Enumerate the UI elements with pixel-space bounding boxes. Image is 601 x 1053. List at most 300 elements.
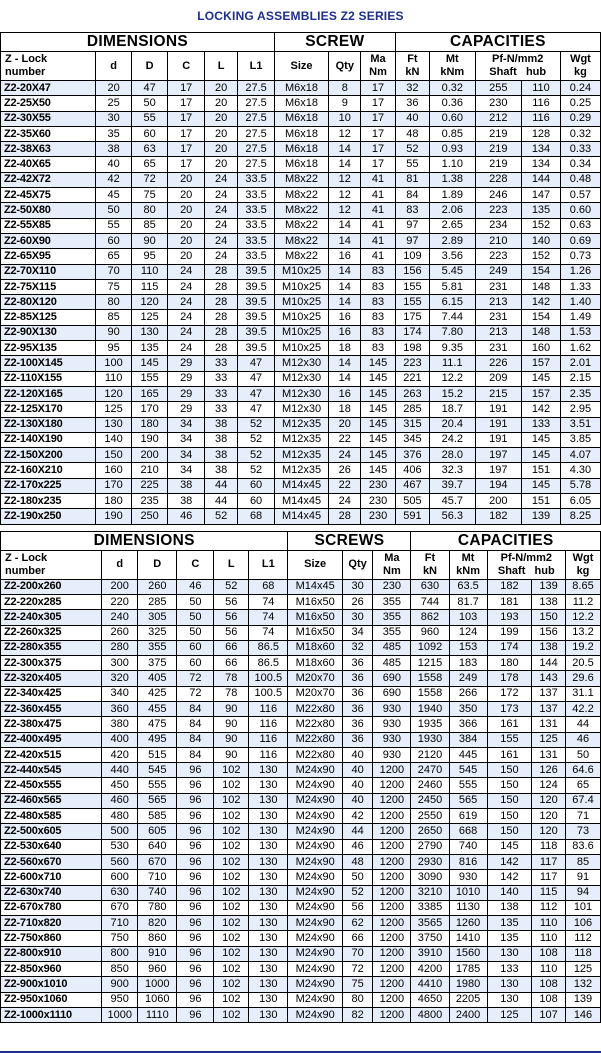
col-ft: Ft kN: [395, 52, 429, 81]
col-pf-hub-cell: 108: [532, 977, 566, 992]
col-L-cell: 24: [204, 188, 237, 203]
col-L1-cell: 52: [238, 448, 275, 463]
col-qty-cell: 40: [342, 763, 372, 778]
col-mt-cell: 445: [449, 747, 487, 762]
col-mt-cell: 1.38: [430, 172, 475, 187]
col-L1-cell: 47: [238, 371, 275, 386]
col-pf-cell: 130: [487, 977, 532, 992]
col-lock-number-cell: Z2-260x325: [1, 625, 102, 640]
col-d-cell: 160: [96, 463, 131, 478]
col-ft-cell: 1935: [411, 717, 449, 732]
col-qty: Qty: [342, 550, 372, 579]
col-D-cell: 110: [131, 264, 168, 279]
col-C-cell: 96: [177, 946, 214, 961]
col-d-cell: 710: [102, 916, 138, 931]
col-L1-cell: 130: [249, 793, 288, 808]
col-lock-number-cell: Z2-630x740: [1, 885, 102, 900]
col-mt-cell: 6.15: [430, 295, 475, 310]
col-qty-cell: 66: [342, 931, 372, 946]
col-qty-cell: 12: [329, 188, 361, 203]
col-wgt-cell: 0.24: [560, 81, 600, 96]
col-C-cell: 17: [168, 111, 205, 126]
col-ft-cell: 1930: [411, 732, 449, 747]
col-qty-cell: 80: [342, 992, 372, 1007]
col-ft-cell: 156: [395, 264, 429, 279]
table-row: [1, 111, 601, 126]
table-row: [1, 778, 601, 793]
col-C-cell: 20: [168, 233, 205, 248]
col-pf-cell: 223: [475, 203, 522, 218]
col-wgt-cell: 2.35: [560, 386, 600, 401]
col-size-cell: M12x30: [274, 371, 328, 386]
col-d-cell: 630: [102, 885, 138, 900]
col-ma: Ma Nm: [373, 550, 411, 579]
col-C-cell: 29: [168, 356, 205, 371]
col-size-cell: M16x50: [288, 610, 342, 625]
col-pf-cell: 182: [487, 579, 532, 594]
col-C-cell: 84: [177, 747, 214, 762]
col-qty-cell: 70: [342, 946, 372, 961]
col-pf-hub-cell: 152: [522, 218, 561, 233]
col-qty-cell: 14: [329, 356, 361, 371]
col-mt-cell: 9.35: [430, 341, 475, 356]
col-L1-cell: 130: [249, 885, 288, 900]
col-D-cell: 425: [138, 686, 177, 701]
col-D-cell: 180: [131, 417, 168, 432]
col-qty-cell: 14: [329, 295, 361, 310]
col-qty-cell: 24: [329, 448, 361, 463]
col-ma-cell: 1200: [373, 809, 411, 824]
col-pf-cell: 138: [487, 900, 532, 915]
col-lock-number-cell: Z2-200x260: [1, 579, 102, 594]
col-mt-cell: 1410: [449, 931, 487, 946]
col-mt-cell: 1785: [449, 962, 487, 977]
col-L-cell: 20: [204, 81, 237, 96]
col-size-cell: M16x50: [288, 625, 342, 640]
col-mt-cell: 740: [449, 839, 487, 854]
col-L-cell: 102: [214, 839, 249, 854]
col-wgt-cell: 132: [565, 977, 600, 992]
col-L1-cell: 130: [249, 977, 288, 992]
col-D-cell: 495: [138, 732, 177, 747]
col-L-cell: 66: [214, 640, 249, 655]
table-row: [1, 188, 601, 203]
col-L-cell: 78: [214, 686, 249, 701]
col-pf-cell: 255: [475, 81, 522, 96]
col-lock-number-cell: Z2-750x860: [1, 931, 102, 946]
col-C-cell: 46: [177, 579, 214, 594]
col-lock-number-cell: Z2-400x495: [1, 732, 102, 747]
col-D-cell: 1000: [138, 977, 177, 992]
col-pf-hub-cell: 131: [532, 747, 566, 762]
col-d-cell: 460: [102, 793, 138, 808]
col-C-cell: 84: [177, 717, 214, 732]
col-L1-cell: 130: [249, 992, 288, 1007]
col-wgt-cell: 1.40: [560, 295, 600, 310]
col-qty-cell: 14: [329, 233, 361, 248]
col-size-cell: M10x25: [274, 264, 328, 279]
col-qty-cell: 14: [329, 142, 361, 157]
col-C-cell: 29: [168, 371, 205, 386]
col-ma-cell: 1200: [373, 931, 411, 946]
col-pf-cell: 219: [475, 142, 522, 157]
col-pf-cell: 150: [487, 824, 532, 839]
col-wgt-cell: 6.05: [560, 494, 600, 509]
col-pf-hub-cell: 110: [532, 916, 566, 931]
col-ma-cell: 17: [361, 157, 395, 172]
col-L1-cell: 27.5: [238, 96, 275, 111]
col-pf-cell: 230: [475, 96, 522, 111]
col-ma-cell: 41: [361, 233, 395, 248]
col-pf-hub-cell: 154: [522, 264, 561, 279]
col-C-cell: 96: [177, 839, 214, 854]
col-mt-cell: 18.7: [430, 402, 475, 417]
col-pf-cell: 223: [475, 249, 522, 264]
col-D-cell: 190: [131, 432, 168, 447]
col-wgt-cell: 0.63: [560, 218, 600, 233]
col-L1-cell: 116: [249, 701, 288, 716]
col-pf-hub-cell: 137: [532, 701, 566, 716]
col-size-cell: M24x90: [288, 809, 342, 824]
col-ma-cell: 83: [361, 264, 395, 279]
col-pf-hub-cell: 120: [532, 809, 566, 824]
col-ma-cell: 690: [373, 686, 411, 701]
table-row: [1, 417, 601, 432]
col-d-cell: 450: [102, 778, 138, 793]
col-ft-cell: 2470: [411, 763, 449, 778]
col-lock-number-cell: Z2-560x670: [1, 854, 102, 869]
col-L-cell: 56: [214, 610, 249, 625]
col-L1-cell: 130: [249, 824, 288, 839]
col-pf-hub-cell: 134: [522, 157, 561, 172]
col-C-cell: 20: [168, 188, 205, 203]
col-D-cell: 545: [138, 763, 177, 778]
col-L1-cell: 116: [249, 747, 288, 762]
col-wgt-cell: 85: [565, 854, 600, 869]
col-pf-cell: 231: [475, 279, 522, 294]
table-row: [1, 809, 601, 824]
col-ft-cell: 2120: [411, 747, 449, 762]
col-d-cell: 50: [96, 203, 131, 218]
col-ft-cell: 3565: [411, 916, 449, 931]
col-L-cell: 24: [204, 249, 237, 264]
col-d-cell: 300: [102, 656, 138, 671]
col-qty-cell: 36: [342, 656, 372, 671]
col-ma-cell: 1200: [373, 900, 411, 915]
col-ma-cell: 41: [361, 218, 395, 233]
col-L1-cell: 130: [249, 839, 288, 854]
col-lock-number-cell: Z2-480x585: [1, 809, 102, 824]
col-wgt-cell: 0.48: [560, 172, 600, 187]
col-mt-cell: 0.93: [430, 142, 475, 157]
col-pf-hub-cell: 156: [532, 625, 566, 640]
col-qty-cell: 40: [342, 778, 372, 793]
col-D-cell: 585: [138, 809, 177, 824]
col-ma-cell: 17: [361, 126, 395, 141]
col-ma-cell: 230: [361, 494, 395, 509]
col-C-cell: 34: [168, 463, 205, 478]
col-L-cell: 102: [214, 916, 249, 931]
col-C-cell: 96: [177, 1007, 214, 1022]
col-ft-cell: 48: [395, 126, 429, 141]
col-lock-number-cell: Z2-1000x1110: [1, 1007, 102, 1022]
col-L-cell: 20: [204, 126, 237, 141]
col-wgt-cell: 8.25: [560, 509, 600, 524]
col-ma-cell: 355: [373, 625, 411, 640]
col-qty-cell: 18: [329, 402, 361, 417]
col-C-cell: 96: [177, 870, 214, 885]
col-pf-hub-cell: 128: [522, 126, 561, 141]
col-ft-cell: 505: [395, 494, 429, 509]
col-lock-number-cell: Z2-900x1010: [1, 977, 102, 992]
col-D-cell: 90: [131, 233, 168, 248]
col-ma-cell: 230: [373, 579, 411, 594]
col-qty-cell: 36: [342, 686, 372, 701]
col-pf-cell: 161: [487, 747, 532, 762]
col-ft-cell: 1558: [411, 671, 449, 686]
col-L1-cell: 100.5: [249, 671, 288, 686]
col-ma-cell: 83: [361, 295, 395, 310]
col-qty-cell: 36: [342, 701, 372, 716]
table-row: [1, 249, 601, 264]
col-C-cell: 24: [168, 325, 205, 340]
table-row: [1, 233, 601, 248]
col-size-cell: M22x80: [288, 701, 342, 716]
col-pf-hub-cell: 108: [532, 946, 566, 961]
col-C-cell: 20: [168, 249, 205, 264]
col-ft-cell: 630: [411, 579, 449, 594]
col-lock-number-cell: Z2-240x305: [1, 610, 102, 625]
col-D-cell: 1110: [138, 1007, 177, 1022]
col-ft-cell: 81: [395, 172, 429, 187]
col-mt-cell: 555: [449, 778, 487, 793]
col-C-cell: 60: [177, 640, 214, 655]
col-L1-cell: 68: [238, 509, 275, 524]
col-ft-cell: 198: [395, 341, 429, 356]
col-qty-cell: 46: [342, 839, 372, 854]
col-lock-number-cell: Z2-55X85: [1, 218, 96, 233]
col-d-cell: 30: [96, 111, 131, 126]
col-d-cell: 530: [102, 839, 138, 854]
col-pf-hub-cell: 115: [532, 885, 566, 900]
col-mt-cell: 1.10: [430, 157, 475, 172]
col-wgt-cell: 0.34: [560, 157, 600, 172]
col-ma-cell: 1200: [373, 962, 411, 977]
col-L-cell: 56: [214, 625, 249, 640]
col-mt-cell: 1260: [449, 916, 487, 931]
col-pf-cell: 133: [487, 962, 532, 977]
table-row: [1, 793, 601, 808]
col-size-cell: M6x18: [274, 142, 328, 157]
col-pf-cell: 194: [475, 478, 522, 493]
col-mt-cell: 183: [449, 656, 487, 671]
col-ma-cell: 145: [361, 402, 395, 417]
col-pf-hub-cell: 142: [522, 402, 561, 417]
col-size-cell: M12x30: [274, 402, 328, 417]
col-ma: Ma Nm: [361, 52, 395, 81]
col-pf-hub-cell: 131: [532, 717, 566, 732]
col-pf-hub-cell: 143: [532, 671, 566, 686]
col-ma-cell: 17: [361, 81, 395, 96]
col-d-cell: 25: [96, 96, 131, 111]
col-D-cell: 710: [138, 870, 177, 885]
col-C-cell: 96: [177, 900, 214, 915]
col-pf-cell: 135: [487, 916, 532, 931]
col-size-cell: M8x22: [274, 233, 328, 248]
col-size-cell: M6x18: [274, 81, 328, 96]
col-L-cell: 102: [214, 854, 249, 869]
col-ft-cell: 2460: [411, 778, 449, 793]
table-row: [1, 126, 601, 141]
col-pf-cell: 199: [487, 625, 532, 640]
col-ma-cell: 83: [361, 341, 395, 356]
col-size-cell: M24x90: [288, 763, 342, 778]
col-d-cell: 38: [96, 142, 131, 157]
col-lock-number-cell: Z2-65X95: [1, 249, 96, 264]
col-ft-cell: 1215: [411, 656, 449, 671]
col-L1-cell: 39.5: [238, 295, 275, 310]
col-pf-hub-cell: 139: [532, 579, 566, 594]
col-pf-cell: 182: [475, 509, 522, 524]
col-wgt-cell: 0.25: [560, 96, 600, 111]
table-row: [1, 885, 601, 900]
table-row: [1, 931, 601, 946]
col-d-cell: 320: [102, 671, 138, 686]
group-capacities: CAPACITIES: [411, 531, 601, 550]
col-C-cell: 72: [177, 671, 214, 686]
col-mt-cell: 2205: [449, 992, 487, 1007]
table-row: [1, 610, 601, 625]
col-L1-cell: 130: [249, 962, 288, 977]
col-pf-cell: 231: [475, 341, 522, 356]
col-ft: Ft kN: [411, 550, 449, 579]
col-C: C: [177, 550, 214, 579]
table-row: [1, 494, 601, 509]
col-size: Size: [274, 52, 328, 81]
col-qty-cell: 26: [342, 594, 372, 609]
col-L-cell: 102: [214, 778, 249, 793]
col-ft-cell: 960: [411, 625, 449, 640]
col-C-cell: 38: [168, 494, 205, 509]
col-size-cell: M24x90: [288, 1007, 342, 1022]
col-L1-cell: 33.5: [238, 218, 275, 233]
col-d-cell: 1000: [102, 1007, 138, 1022]
col-d-cell: 670: [102, 900, 138, 915]
col-D-cell: 115: [131, 279, 168, 294]
col-D-cell: 780: [138, 900, 177, 915]
table-row: [1, 977, 601, 992]
table-row: [1, 916, 601, 931]
col-d-cell: 90: [96, 325, 131, 340]
col-lock-number-cell: Z2-450x555: [1, 778, 102, 793]
table-row: [1, 279, 601, 294]
col-ft-cell: 1940: [411, 701, 449, 716]
col-d-cell: 480: [102, 809, 138, 824]
col-mt-cell: 0.32: [430, 81, 475, 96]
table-row: [1, 870, 601, 885]
col-pf-cell: 246: [475, 188, 522, 203]
col-ft-cell: 3210: [411, 885, 449, 900]
col-L-cell: 102: [214, 992, 249, 1007]
table-row: [1, 732, 601, 747]
col-ft-cell: 97: [395, 218, 429, 233]
col-D-cell: 475: [138, 717, 177, 732]
col-L-cell: 20: [204, 142, 237, 157]
col-size-cell: M10x25: [274, 325, 328, 340]
col-pf-cell: 226: [475, 356, 522, 371]
col-size-cell: M20x70: [288, 671, 342, 686]
col-wgt-cell: 46: [565, 732, 600, 747]
col-pf-cell: 219: [475, 126, 522, 141]
col-d-cell: 40: [96, 157, 131, 172]
col-mt-cell: 63.5: [449, 579, 487, 594]
col-size: Size: [288, 550, 342, 579]
col-pf-cell: 209: [475, 371, 522, 386]
col-size-cell: M24x90: [288, 854, 342, 869]
col-ma-cell: 145: [361, 386, 395, 401]
table-row: [1, 371, 601, 386]
col-ft-cell: 109: [395, 249, 429, 264]
col-lock-number-cell: Z2-220x285: [1, 594, 102, 609]
col-pf-hub-cell: 138: [532, 640, 566, 655]
col-L1-cell: 39.5: [238, 310, 275, 325]
col-C-cell: 96: [177, 962, 214, 977]
col-pf-hub-cell: 138: [532, 594, 566, 609]
col-L1-cell: 74: [249, 625, 288, 640]
col-pf-hub-cell: 125: [532, 732, 566, 747]
col-ft-cell: 3910: [411, 946, 449, 961]
col-C-cell: 38: [168, 478, 205, 493]
col-C-cell: 17: [168, 142, 205, 157]
col-ma-cell: 1200: [373, 870, 411, 885]
col-pf-cell: 161: [487, 717, 532, 732]
col-L1-cell: 130: [249, 946, 288, 961]
col-mt-cell: 24.2: [430, 432, 475, 447]
col-size-cell: M14x45: [274, 478, 328, 493]
col-C-cell: 29: [168, 386, 205, 401]
col-mt-cell: 20.4: [430, 417, 475, 432]
col-pf-cell: 212: [475, 111, 522, 126]
col-D-cell: 125: [131, 310, 168, 325]
col-pf-cell: 125: [487, 1007, 532, 1022]
table-row: [1, 824, 601, 839]
col-L-cell: 102: [214, 870, 249, 885]
col-size-cell: M14x45: [288, 579, 342, 594]
col-d-cell: 95: [96, 341, 131, 356]
col-lock-number-cell: Z2-500x605: [1, 824, 102, 839]
table-row: [1, 594, 601, 609]
col-pf-cell: 172: [487, 686, 532, 701]
col-mt-cell: 39.7: [430, 478, 475, 493]
col-L1-cell: 130: [249, 931, 288, 946]
col-d-cell: 240: [102, 610, 138, 625]
col-lock-number-cell: Z2-38X63: [1, 142, 96, 157]
col-L-cell: 28: [204, 341, 237, 356]
table-row: [1, 218, 601, 233]
col-L1-cell: 39.5: [238, 279, 275, 294]
col-D-cell: 670: [138, 854, 177, 869]
col-qty-cell: 30: [342, 579, 372, 594]
col-wgt-cell: 2.95: [560, 402, 600, 417]
col-L1-cell: 130: [249, 854, 288, 869]
col-qty-cell: 8: [329, 81, 361, 96]
col-C-cell: 96: [177, 931, 214, 946]
col-lock-number-cell: Z2-460x565: [1, 793, 102, 808]
col-wgt-cell: 19.2: [565, 640, 600, 655]
col-size-cell: M16x50: [288, 594, 342, 609]
col-ft-cell: 2450: [411, 793, 449, 808]
col-L-cell: 90: [214, 747, 249, 762]
